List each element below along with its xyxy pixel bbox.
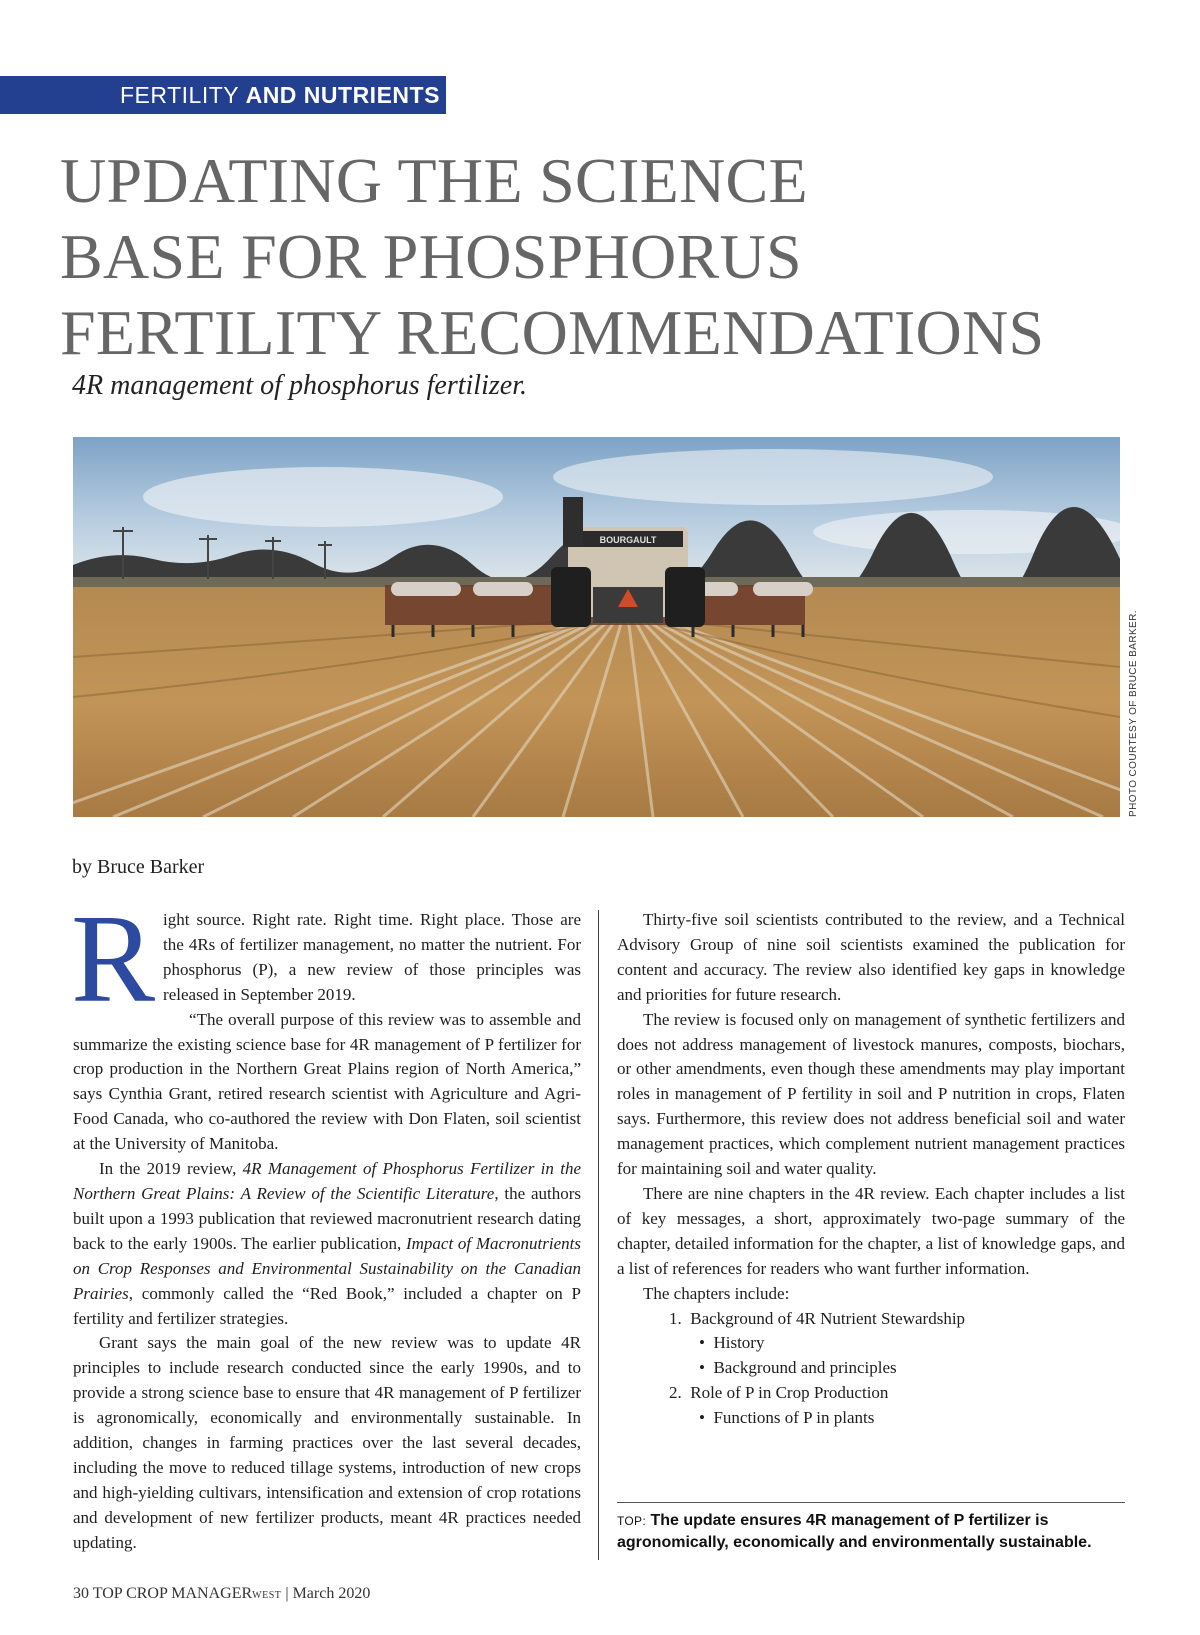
drop-cap: R [71, 890, 156, 1029]
paragraph [73, 1157, 581, 1331]
list-text: Role of P in Crop Production [690, 1383, 889, 1403]
page-number: 30 [73, 1585, 89, 1602]
magazine-name: TOP CROP MANAGER [92, 1585, 253, 1602]
article-column-right [617, 908, 1125, 1431]
section-label-bold: AND NUTRIENTS [245, 82, 440, 108]
paragraph-text: In the 2019 review, [99, 1159, 243, 1179]
machine-brand-text: BOURGAULT [599, 535, 657, 545]
publication-title: 4R Management of Phosphorus Fertilizer in the Northern Great Plains: A Review of the Scientific Literature [73, 1159, 581, 1203]
list-item [617, 1307, 1125, 1332]
headline [60, 143, 1190, 371]
caption-tag: TOP: [617, 1514, 646, 1528]
paragraph: Thirty-five soil scientists contributed to the review, and a Technical Advisory Group of nine soil scientists examined the publication for content and accuracy. The review also identified key gaps in knowledge and priorities for future research. [617, 910, 1125, 1004]
byline: by Bruce Barker [72, 856, 205, 878]
headline-line-3: FERTILITY RECOMMENDATIONS [60, 297, 1045, 368]
column-divider [598, 910, 599, 1560]
paragraph-text: , the authors built upon a 1993 publication that reviewed macronutrient research dating back to the early 1900s. The earlier publication, [73, 1183, 581, 1253]
paragraph: Grant says the main goal of the new review was to update 4R principles to include research conducted since the early 1990s, and to provide a strong science base to ensure that 4R management of P fertilizer is agronomically, economically and environmentally sustainable. In addition, changes in farming practices over the last several decades, including the move to reduced tillage systems, introduction of new crops and high-yielding cultivars, intensification and extension of crop rotations and development of new fertilizer products, meant 4R practices needed updating. [73, 1333, 581, 1552]
paragraph: “The overall purpose of this review was to assemble and summarize the existing science base for 4R management of P fertilizer for crop production in the Northern Great Plains region of North America,” says Cynthia Grant, retired research scientist with Agriculture and Agri-Food Canada, who co-authored the review with Don Flaten, soil scientist at the University of Manitoba. [73, 1009, 581, 1154]
headline-line-2: BASE FOR PHOSPHORUS [60, 221, 802, 292]
issue-date: March 2020 [292, 1585, 371, 1602]
magazine-edition: WEST [252, 1590, 282, 1601]
list-number: 1. [669, 1308, 682, 1328]
list-bullet-item: • Functions of P in plants [699, 1408, 875, 1428]
bullet-text: Functions of P in plants [713, 1408, 875, 1428]
section-banner [0, 76, 446, 114]
headline-line-1: UPDATING THE SCIENCE [60, 145, 808, 216]
paragraph [71, 890, 581, 1029]
list-number: 2. [669, 1383, 682, 1403]
field-seeding-photo [73, 437, 1120, 817]
paragraph-text: , commonly called the “Red Book,” included a chapter on P fertility and fertilizer strategies. [73, 1283, 581, 1328]
paragraph: The review is focused only on management of synthetic fertilizers and does not address management of livestock manures, composts, biochars, or other amendments, even though these amendments may play important roles in management of P fertility in soil and P nutrition in crops, Flaten says. Furthermore, this review does not address beneficial soil and water management practices, which complement nutrient management practices for maintaining soil and water quality. [617, 1009, 1125, 1179]
list-bullet-item: • Background and principles [699, 1358, 897, 1378]
publication-title: Impact of Macronutrients on Crop Responses and Environmental Sustainability on the Canadian Prairies [73, 1233, 581, 1303]
paragraph: The chapters include: [643, 1283, 790, 1303]
list-text: Background of 4R Nutrient Stewardship [690, 1308, 966, 1328]
photo-caption [617, 1510, 1125, 1553]
caption-rule [617, 1502, 1125, 1503]
list-item [617, 1381, 1125, 1406]
bullet-text: Background and principles [713, 1358, 897, 1378]
deck: 4R management of phosphorus fertilizer. [72, 370, 527, 401]
caption-text: The update ensures 4R management of P fertilizer is agronomically, economically and environmentally sustainable. [617, 1512, 1092, 1551]
paragraph: There are nine chapters in the 4R review. Each chapter includes a list of key messages, a short, approximately two-page summary of the chapter, detailed information for the chapter, a list of knowledge gaps, and a list of references for readers who want further information. [617, 1183, 1125, 1278]
article-column-left [71, 890, 581, 1556]
section-label: FERTILITY [120, 82, 239, 108]
footer-separator: | [285, 1585, 289, 1602]
photo-credit: PHOTO COURTESY OF BRUCE BARKER. [1128, 610, 1139, 817]
paragraph-text: ight source. Right rate. Right time. Right place. Those are the 4Rs of fertilizer management, no matter the nutrient. For phosphorus (P), a new review of those principles was released in September 2019. [163, 910, 581, 1004]
list-bullet-item: • History [699, 1333, 765, 1353]
bullet-text: History [713, 1333, 765, 1353]
page-footer [73, 1585, 370, 1603]
